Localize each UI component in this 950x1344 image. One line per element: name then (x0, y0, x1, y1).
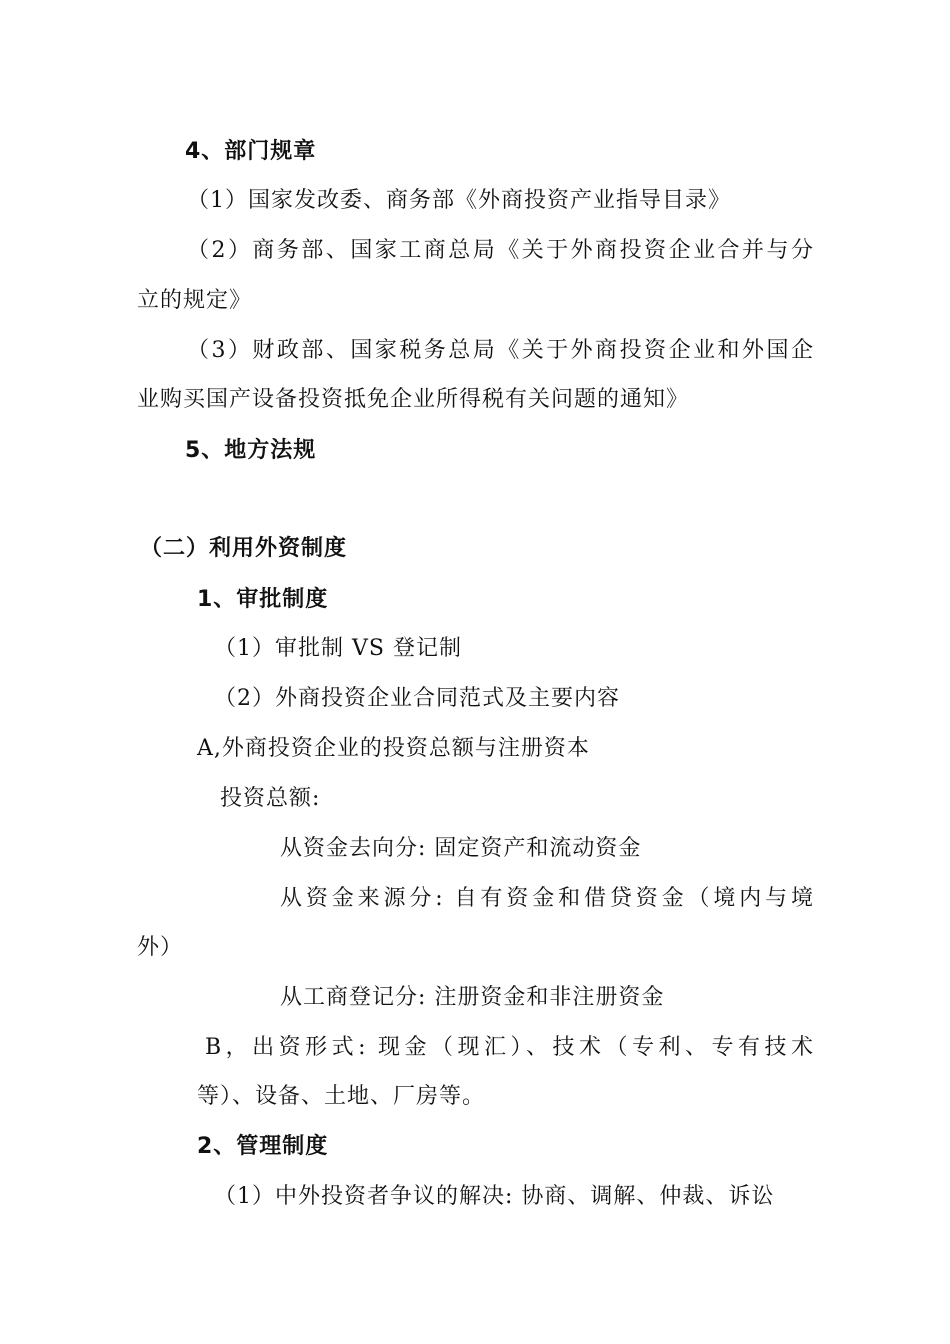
approval-item-2: （2）外商投资企业合同范式及主要内容 (214, 686, 620, 711)
regulation-item-1: （1）国家发改委、商务部《外商投资产业指导目录》 (187, 188, 731, 213)
approval-system-heading: 1、审批制度 (197, 587, 329, 612)
point-a: A,外商投资企业的投资总额与注册资本 (197, 736, 590, 761)
regulation-item-2-line-2: 立的规定》 (137, 288, 253, 313)
by-registration-line: 从工商登记分: 注册资金和非注册资金 (280, 985, 665, 1010)
regulation-item-3-line-1: （3）财政部、国家税务总局《关于外商投资企业和外国企 (187, 338, 814, 363)
part-2-heading: （二）利用外资制度 (140, 536, 348, 561)
approval-item-1: （1）审批制 VS 登记制 (214, 636, 462, 661)
point-b-line-1: B，出资形式: 现金（现汇）、技术（专利、专有技术 (205, 1035, 814, 1060)
dispute-resolution-item: （1）中外投资者争议的解决: 协商、调解、仲裁、诉讼 (214, 1184, 775, 1209)
regulation-item-2-line-1: （2）商务部、国家工商总局《关于外商投资企业合并与分 (187, 238, 814, 263)
section-5-heading: 5、地方法规 (185, 438, 317, 463)
by-source-line-2: 外） (137, 935, 184, 960)
investment-total-label: 投资总额: (220, 786, 321, 811)
point-b-line-2: 等）、设备、土地、厂房等。 (197, 1084, 486, 1109)
section-4-heading: 4、部门规章 (185, 139, 317, 164)
by-direction-line: 从资金去向分: 固定资产和流动资金 (280, 836, 642, 861)
regulation-item-3-line-2: 业购买国产设备投资抵免企业所得税有关问题的通知》 (137, 387, 690, 412)
by-source-line-1: 从资金来源分: 自有资金和借贷资金（境内与境 (280, 886, 814, 911)
management-system-heading: 2、管理制度 (197, 1134, 329, 1159)
